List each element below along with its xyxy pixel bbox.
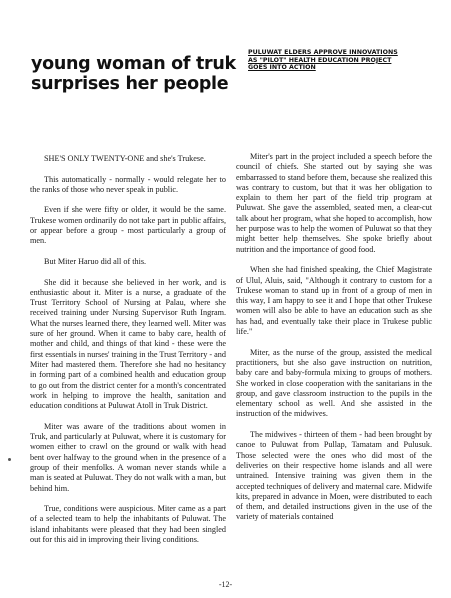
right-paragraph: The midwives - thirteen of them - had been brought by canoe to Puluwat from Pullap, Tamatam and Pulusuk. Those selected were the ones who did most of the deliveries on their respective home islands and all were untrained. Intensive training was given them in the accepted techniques of delivery and maternal care. Midwife kits, prepared in advance in Moen, were distributed to each of them, and detailed instructions given in the use of the variety of materials contained: [236, 430, 432, 522]
left-paragraph: SHE'S ONLY TWENTY-ONE and she's Trukese.: [44, 154, 206, 163]
right-paragraph: Miter's part in the project included a speech before the council of chiefs. She started out by saying she was embarrassed to stand before them, because she realized this was contrary to custom, but that it was her obligation to explain to them her part of the field trip program at Puluwat. She gave the assembled, seated men, a clear-cut talk about her program, what she hoped to accomplish, how her purpose was to help the women of Puluwat so that they might better help themselves. She spoke briefly about nutrition and the importance of good food.: [236, 152, 432, 254]
left-paragraph: She did it because she believed in her work, and is enthusiastic about it. Miter is a nurse, a graduate of the Trust Territory School of Nursing at Palau, where she received training under Nursing Supervisor Ruth Ingram. What the nurses learned there, they learned well. Miter was sure of her ground. When it came to baby care, health of mother and child, and things of that kind - these were the first essentials in nurses' training in the Trust Territory - and Miter had mastered them. Therefore she had no hesitancy in forming part of a combined health and education group to go out from the district center for a month's concentrated work in helping to improve the health, sanitation and education conditions at Puluwat Atoll in Truk District.: [30, 277, 226, 411]
right-paragraph: Miter, as the nurse of the group, assisted the medical practitioners, but she also gave instruction on nutrition, baby care and baby-formula mixing to groups of mothers. She worked in close cooperation with the sanitarians in the group, and gave classroom instruction to the pupils in the elementary school as well. And she assisted in the instruction of the midwives.: [236, 347, 432, 419]
left-paragraph: This automatically - normally - would relegate her to the ranks of those who never speak in public.: [30, 174, 226, 194]
page-number: -12-: [218, 580, 233, 589]
left-paragraph: Even if she were fifty or older, it would be the same. Trukese women ordinarily do not take part in public affairs, or appear before a group - most particularly a group of men.: [30, 205, 226, 246]
kicker-line-1: PULUWAT ELDERS APPROVE INNOVATIONS: [248, 49, 398, 56]
kicker-headline: [248, 49, 433, 72]
kicker-line-3: GOES INTO ACTION: [248, 64, 316, 72]
margin-mark: [8, 458, 11, 461]
left-paragraph: But Miter Haruo did all of this.: [44, 256, 147, 266]
right-column: [236, 152, 432, 533]
kicker-line-2: AS "PILOT" HEALTH EDUCATION PROJECT: [248, 56, 392, 64]
article-title: young woman of truk surprises her people: [31, 54, 236, 94]
left-paragraph: Miter was aware of the traditions about women in Truk, and particularly at Puluwat, where it is customary for women either to crawl on the ground or walk with head bent over halfway to the ground when in the presence of a group of their menfolks. A woman never stands while a man is seated at Puluwat. They do not walk with a man, but behind him.: [30, 421, 226, 493]
right-paragraph: When she had finished speaking, the Chief Magistrate of Ulul, Aluis, said, "Although it contrary to custom for a Trukese woman to stand up in front of a group of men in this way, I am happy to see it and I hope that other Trukese women will also be able to have an education such as she has had, and eventually take their place in Trukese public life.": [236, 265, 432, 337]
left-paragraph: True, conditions were auspicious. Miter came as a part of a selected team to help the inhabitants of Puluwat. The island inhabitants were pleased that they had been singled out for this aid in improving their living conditions.: [30, 504, 226, 544]
left-column: [30, 154, 226, 556]
